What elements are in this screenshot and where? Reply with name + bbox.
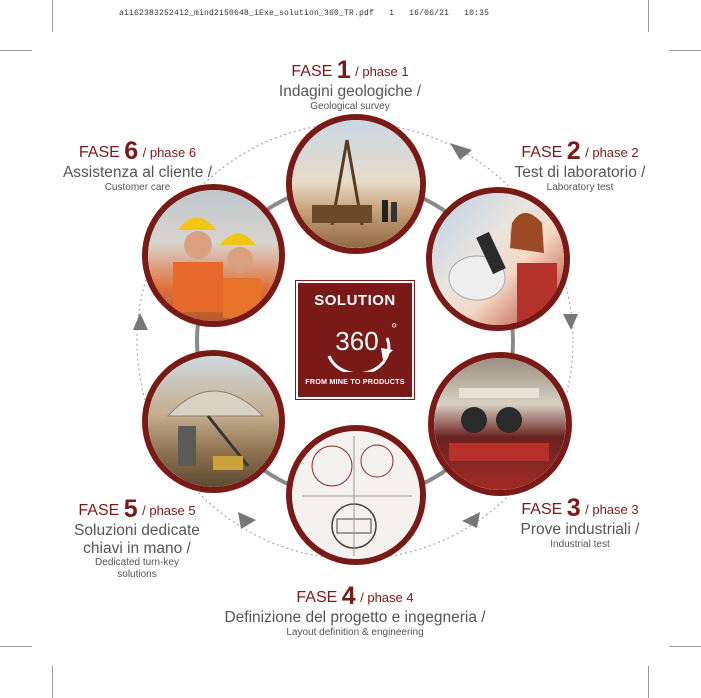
phase-1-label xyxy=(250,54,450,112)
phase-4-label xyxy=(190,580,520,638)
phase-title-en: Customer care xyxy=(104,181,171,193)
phase-fase-word: FASE xyxy=(291,63,333,80)
header-filename: ai162383252412_mind2150648_iExe_solution_360_TR.pdf xyxy=(119,9,375,18)
phase-title-it: Indagini geologiche / xyxy=(278,82,422,100)
logo-number: 360 xyxy=(335,326,379,356)
phase-title-en: Dedicated turn-key xyxy=(95,557,179,569)
arrow-icon xyxy=(238,512,256,529)
phase-fase-word: FASE xyxy=(296,589,338,606)
phase-english: / phase 5 xyxy=(142,503,196,518)
microscope-photo xyxy=(426,187,570,331)
logo-degree: ° xyxy=(391,321,398,338)
phase-number: 6 xyxy=(124,137,139,165)
phase-title-it: Prove industriali / xyxy=(520,520,640,538)
phase-title-it: Test di laboratorio / xyxy=(514,163,646,181)
phase-english: / phase 2 xyxy=(585,145,639,160)
phase-number: 5 xyxy=(123,495,138,523)
arrow-icon xyxy=(133,313,148,330)
workers-hardhats-photo xyxy=(142,184,285,327)
phase-5-label xyxy=(52,493,222,580)
phase-title-en: Layout definition & engineering xyxy=(286,626,424,638)
arrow-icon xyxy=(563,314,578,330)
logo-tagline: FROM MINE TO PRODUCTS xyxy=(305,377,405,386)
phase-title-it: Definizione del progetto e ingegneria / xyxy=(224,608,486,626)
engineering-drawing-photo xyxy=(286,425,426,565)
phase-fase-word: FASE xyxy=(78,144,120,161)
phase-number: 4 xyxy=(341,582,356,610)
phase-english: / phase 4 xyxy=(360,590,414,605)
phase-english: / phase 6 xyxy=(142,145,197,160)
phase-number: 1 xyxy=(336,56,351,84)
phase-number: 3 xyxy=(566,494,581,522)
phase-title-en: Geological survey xyxy=(310,100,390,112)
phase-fase-word: FASE xyxy=(78,502,120,519)
phase-title-it: Assistenza al cliente / xyxy=(62,163,213,181)
drilling-rig-photo xyxy=(286,114,426,254)
header-time: 10:35 xyxy=(464,9,490,18)
industrial-machinery-photo xyxy=(428,352,572,496)
phase-title-en: Industrial test xyxy=(550,538,610,550)
phase-number: 2 xyxy=(566,137,581,165)
rotation-arrow-icon xyxy=(309,312,405,372)
phase-2-label xyxy=(495,135,665,193)
phase-title-it: Soluzioni dedicate xyxy=(74,521,200,539)
phase-title-it-line2: chiavi in mano / xyxy=(83,539,191,557)
phase-title-en: Laboratory test xyxy=(546,181,614,193)
phase-english: / phase 3 xyxy=(585,502,639,517)
header-date: 16/06/21 xyxy=(409,9,450,18)
dome-plant-photo xyxy=(142,350,285,493)
phase-6-label xyxy=(50,135,225,193)
logo-title: SOLUTION xyxy=(314,292,396,309)
phase-title-en-line2: solutions xyxy=(117,568,157,580)
arrow-icon xyxy=(450,143,472,160)
phase-fase-word: FASE xyxy=(521,144,563,161)
header-page: 1 xyxy=(389,9,395,18)
phase-english: / phase 1 xyxy=(355,64,409,79)
phase-3-label xyxy=(495,492,665,550)
phase-fase-word: FASE xyxy=(521,501,563,518)
solution-360-logo xyxy=(296,281,414,399)
